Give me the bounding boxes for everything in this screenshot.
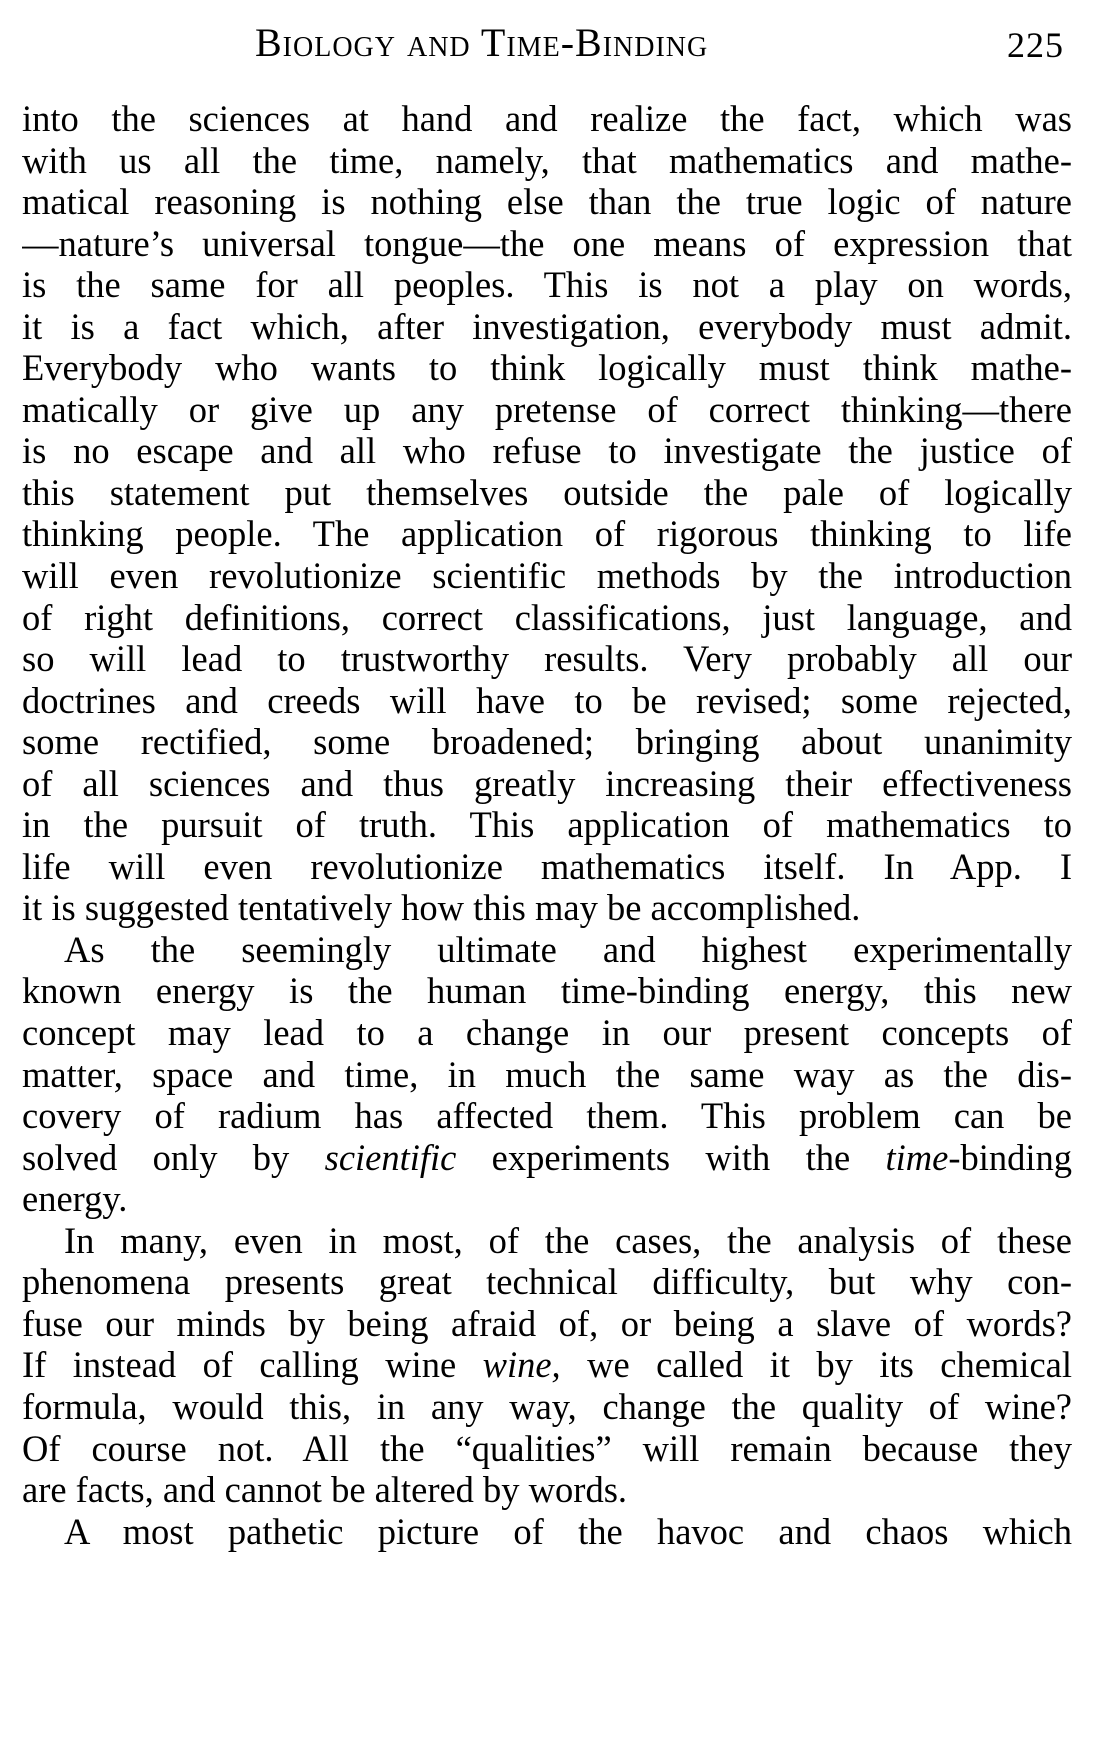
text-line: As the seemingly ultimate and highest experimentally	[64, 928, 1072, 970]
text-line-with-italics	[22, 1137, 1072, 1179]
text-line: will even revolutionize scientific methods by the introduction	[22, 555, 1072, 597]
text-line: matical reasoning is nothing else than the true logic of nature	[22, 181, 1072, 223]
text-line: life will even revolutionize mathematics itself. In App. I	[22, 845, 1072, 887]
text-line: energy.	[22, 1178, 128, 1220]
text-line: Of course not. All the “qualities” will remain because they	[22, 1427, 1072, 1469]
text-line: of all sciences and thus greatly increasing their effectiveness	[22, 762, 1072, 804]
text-line: is no escape and all who refuse to investigate the justice of	[22, 430, 1072, 472]
text-line: so will lead to trustworthy results. Very probably all our	[22, 638, 1072, 680]
text-line: concept may lead to a change in our present concepts of	[22, 1012, 1072, 1054]
italic-run: scientific	[324, 1136, 457, 1178]
text-line: matter, space and time, in much the same way as the dis-	[22, 1053, 1072, 1095]
text-line: of right definitions, correct classifications, just language, and	[22, 596, 1072, 638]
paragraph-2	[22, 929, 1072, 1220]
text-line: formula, would this, in any way, change the quality of wine?	[22, 1385, 1072, 1427]
text-line: fuse our minds by being afraid of, or being a slave of words?	[22, 1302, 1072, 1344]
text-line: matically or give up any pretense of correct thinking—there	[22, 388, 1072, 430]
text-line: are facts, and cannot be altered by words.	[22, 1469, 628, 1511]
text-line: into the sciences at hand and realize the fact, which was	[22, 98, 1072, 139]
text-line: known energy is the human time-binding energy, this new	[22, 970, 1072, 1012]
text-run: -binding	[948, 1136, 1072, 1178]
text-line: some rectified, some broadened; bringing about unanimity	[22, 721, 1072, 763]
text-line: it is suggested tentatively how this may be accomplished.	[22, 887, 861, 929]
text-line: In many, even in most, of the cases, the analysis of these	[64, 1219, 1072, 1261]
text-line: is the same for all peoples. This is not a play on words,	[22, 264, 1072, 306]
paragraph-1	[22, 98, 1072, 929]
page-number: 225	[1007, 25, 1064, 65]
text-line: doctrines and creeds will have to be revised; some rejected,	[22, 679, 1072, 721]
text-run: solved only by	[22, 1136, 325, 1178]
text-line: Everybody who wants to think logically must think mathe-	[22, 347, 1072, 389]
text-line: covery of radium has affected them. This problem can be	[22, 1095, 1072, 1137]
running-title: Biology and Time-Binding	[255, 20, 709, 65]
text-line: it is a fact which, after investigation, everybody must admit.	[22, 305, 1072, 347]
paragraph-3	[22, 1220, 1072, 1511]
text-line: A most pathetic picture of the havoc and chaos which	[64, 1510, 1072, 1552]
text-line: thinking people. The application of rigorous thinking to life	[22, 513, 1072, 555]
text-line: in the pursuit of truth. This application of mathematics to	[22, 804, 1072, 846]
text-line: this statement put themselves outside the pale of logically	[22, 471, 1072, 513]
text-line: with us all the time, namely, that mathematics and mathe-	[22, 139, 1072, 181]
text-run: we called it by its chemical	[560, 1344, 1072, 1386]
text-line: —nature’s universal tongue—the one means of expression that	[22, 222, 1072, 264]
text-line-with-italics	[22, 1344, 1072, 1386]
page-header	[0, 18, 1094, 68]
italic-run: wine,	[482, 1344, 561, 1386]
text-line: phenomena presents great technical difficulty, but why con-	[22, 1261, 1072, 1303]
body-text	[22, 98, 1072, 1552]
italic-run: time	[885, 1136, 949, 1178]
text-run: If instead of calling wine	[22, 1344, 483, 1386]
paragraph-4	[22, 1511, 1072, 1553]
text-run: experiments with the	[456, 1136, 886, 1178]
